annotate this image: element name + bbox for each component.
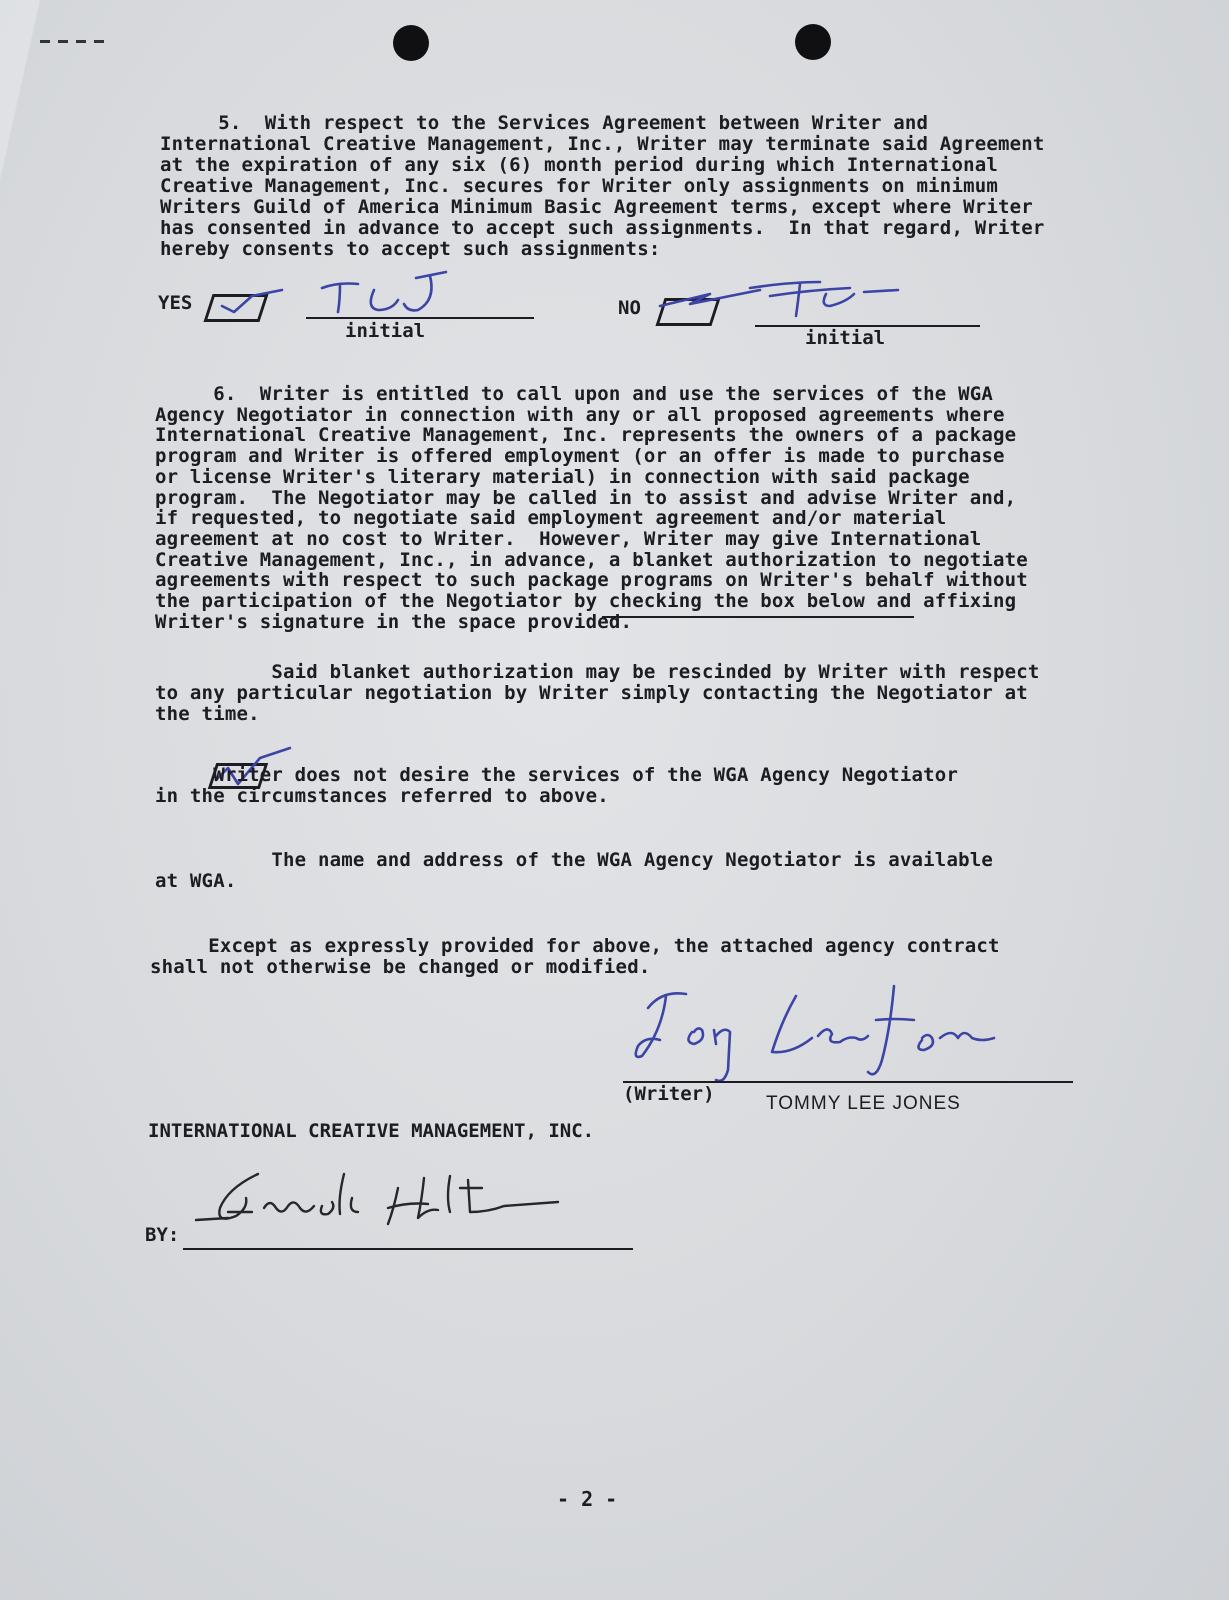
- emphasis-underline: [602, 616, 914, 618]
- yes-initials-ink: [318, 270, 468, 320]
- address-paragraph: The name and address of the WGA Agency Negotiator is available at WGA.: [155, 849, 994, 892]
- writer-name: TOMMY LEE JONES: [766, 1093, 961, 1114]
- section-5-paragraph: 5. With respect to the Services Agreement between Writer and International Creative Management, Inc., Writer may terminate said Agreement at the expiration of any six (6) month period during which International Creative Management, Inc. secures for Writer only assignments on minimum Writers Guild of America Minimum Basic Agreement terms, except where Writer has consented in advance to accept such assignments. In that regard, Writer hereby consents to accept such assignments:: [160, 112, 1045, 260]
- writer-label: (Writer): [623, 1083, 715, 1105]
- punch-hole-left: [393, 25, 429, 61]
- yes-initial-caption: initial: [345, 320, 426, 342]
- yes-initial-line[interactable]: [306, 317, 534, 319]
- punch-hole-right: [795, 24, 831, 60]
- writer-signature: [632, 980, 1032, 1090]
- agent-signature: [188, 1168, 588, 1248]
- no-scribble-ink: [650, 272, 930, 332]
- margin-mark: [40, 40, 112, 43]
- no-label: NO: [618, 297, 641, 319]
- agent-signature-line[interactable]: [183, 1248, 633, 1250]
- no-initial-caption: initial: [805, 327, 886, 349]
- company-name: INTERNATIONAL CREATIVE MANAGEMENT, INC.: [148, 1120, 595, 1142]
- section-6-paragraph: 6. Writer is entitled to call upon and use the services of the WGA Agency Negotiator in connection with any or all proposed agreements where International Creative Management, Inc. represents the owners of a package program and Writer is offered employment (or an offer is made to purchase or license Writer's literary material) in connection with said package program. The Negotiator may be called in to assist and advise Writer and, if requested, to negotiate said employment agreement and/or material agreement at no cost to Writer. However, Writer may give International Creative Management, Inc., in advance, a blanket authorization to negotiate agreements with respect to such package programs on Writer's behalf without the participation of the Negotiator by checking the box below and affixing Writer's signature in the space provided.: [155, 383, 1028, 633]
- page-number: - 2 -: [557, 1487, 618, 1511]
- rescind-paragraph: Said blanket authorization may be rescinded by Writer with respect to any particular negotiation by Writer simply contacting the Negotiator at the time.: [155, 661, 1040, 725]
- waiver-text: Writer does not desire the services of the WGA Agency Negotiator in the circumstances referred to above.: [155, 764, 959, 807]
- paper-fold: [0, 0, 40, 180]
- yes-label: YES: [158, 292, 193, 314]
- yes-check-mark: [212, 284, 292, 324]
- except-paragraph: Except as expressly provided for above, the attached agency contract shall not otherwise be changed or modified.: [150, 935, 1000, 978]
- by-label: BY:: [145, 1224, 180, 1246]
